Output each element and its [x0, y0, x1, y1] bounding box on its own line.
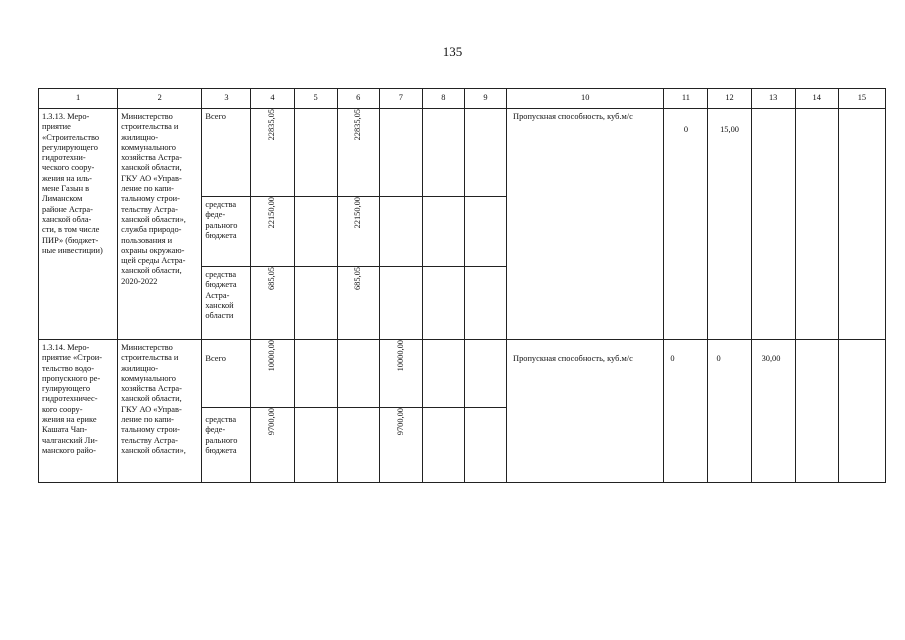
text-line: ханской области,	[121, 163, 182, 173]
value-cell	[337, 267, 379, 340]
target-cell	[795, 340, 838, 483]
text-line: 1.3.13. Меро-	[42, 112, 90, 121]
table-row	[39, 109, 886, 197]
text-line: хозяйства Астра-	[121, 153, 182, 163]
value-cell	[422, 197, 464, 267]
text-line: мене Газын в	[42, 184, 90, 194]
text-line: тельство водо-	[42, 363, 95, 373]
value-cell	[251, 408, 294, 483]
text-line: ГКУ АО «Управ-	[121, 173, 182, 183]
value-cell	[464, 197, 506, 267]
text-line: Министерство	[121, 343, 173, 352]
text-line: ческого соору-	[42, 163, 95, 173]
indicator-cell	[507, 340, 664, 483]
text-line: кого соору-	[42, 404, 83, 414]
budget-table	[38, 88, 886, 483]
value-cell	[464, 408, 506, 483]
value-cell	[337, 340, 379, 408]
text-line: ные инвестиции)	[42, 245, 103, 255]
col-header: 1	[39, 89, 118, 109]
target-value: 30,00	[761, 354, 781, 363]
text-line: служба природо-	[121, 225, 182, 235]
text-line: ханской области,	[121, 394, 182, 404]
col-header: 6	[337, 89, 379, 109]
indicator-cell	[507, 109, 664, 340]
col-header: 12	[708, 89, 751, 109]
source-cell	[202, 408, 251, 483]
target-cell	[664, 340, 708, 483]
executor-cell	[118, 109, 202, 340]
source-cell	[202, 340, 251, 408]
text-line: регулирующего	[42, 142, 98, 152]
value-cell	[251, 267, 294, 340]
target-value: 0	[683, 125, 689, 134]
activity-name-cell	[39, 109, 118, 340]
text-line: Министерство	[121, 112, 173, 121]
text-line: сти, в том числе	[42, 225, 100, 235]
value-text: 10000,00	[267, 340, 277, 372]
text-line: гулирующего	[42, 384, 91, 394]
value-cell	[379, 267, 422, 340]
value-text: 685,05	[353, 267, 363, 291]
activity-name	[39, 340, 117, 456]
value-cell	[464, 267, 506, 340]
value-cell	[337, 197, 379, 267]
text-line: чалганский Ли-	[42, 435, 98, 445]
text-line: манского райо-	[42, 445, 96, 455]
value-cell	[464, 340, 506, 408]
table-row	[39, 340, 886, 408]
indicator-text: Пропускная способность, куб.м/с	[513, 112, 633, 121]
value-cell	[337, 408, 379, 483]
col-header: 9	[464, 89, 506, 109]
source-label: Всего	[205, 354, 226, 363]
text-line: пользования и	[121, 235, 173, 245]
activity-name-cell	[39, 340, 118, 483]
text-line: тальному стрoи-	[121, 194, 180, 204]
executor-text	[118, 109, 201, 287]
value-cell	[422, 109, 464, 197]
col-header: 7	[379, 89, 422, 109]
text-line: 2020-2022	[121, 276, 158, 286]
text-line: Лиманском	[42, 194, 83, 204]
text-line: тельству Астра-	[121, 204, 178, 214]
target-cell	[664, 109, 708, 340]
text-line: хозяйства Астра-	[121, 384, 182, 394]
text-line: коммунального	[121, 373, 176, 383]
text-line: строительства и	[121, 353, 179, 363]
text-line: ГКУ АО «Управ-	[121, 404, 182, 414]
text-line: тельству Астра-	[121, 435, 178, 445]
text-line: тальному строи-	[121, 425, 180, 435]
col-header: 14	[795, 89, 838, 109]
col-header: 13	[751, 89, 795, 109]
source-label: Всего	[205, 112, 226, 121]
text-line: приятие «Строи-	[42, 353, 103, 363]
col-header: 3	[202, 89, 251, 109]
header-row	[39, 89, 886, 109]
col-header: 11	[664, 89, 708, 109]
target-value: 15,00	[720, 125, 739, 134]
value-cell	[294, 197, 337, 267]
text-line: ханской области,	[121, 266, 182, 276]
target-cell	[751, 340, 795, 483]
value-cell	[379, 109, 422, 197]
col-header: 4	[251, 89, 294, 109]
value-text: 9700,00	[395, 408, 405, 436]
text-line: ПИР» (бюджет-	[42, 235, 99, 245]
text-line: охраны окружаю-	[121, 245, 185, 255]
executor-text	[118, 340, 201, 456]
col-header: 2	[118, 89, 202, 109]
text-line: ханской области»,	[121, 214, 186, 224]
target-cell	[838, 340, 885, 483]
col-header: 5	[294, 89, 337, 109]
text-line: гидротехни-	[42, 153, 86, 163]
target-cell	[751, 109, 795, 340]
source-label: средства феде-рального бюджета	[205, 200, 238, 240]
value-cell	[294, 408, 337, 483]
text-line: 1.3.14. Меро-	[42, 343, 90, 352]
value-text: 22835,05	[353, 109, 363, 141]
text-line: Кашата Чап-	[42, 425, 88, 435]
source-cell	[202, 267, 251, 340]
value-cell	[379, 197, 422, 267]
activity-name	[39, 109, 117, 256]
target-value: 0	[716, 354, 721, 363]
value-cell	[251, 197, 294, 267]
text-line: жилищно-	[121, 132, 159, 142]
source-cell	[202, 109, 251, 197]
value-cell	[422, 340, 464, 408]
text-line: районе Астра-	[42, 204, 93, 214]
col-header: 10	[507, 89, 664, 109]
source-label: средства бюджета Астра-ханской области	[205, 270, 237, 321]
page-number: 135	[442, 44, 463, 59]
col-header: 15	[838, 89, 885, 109]
value-text: 9700,00	[267, 408, 277, 436]
col-header: 8	[422, 89, 464, 109]
target-cell	[838, 109, 885, 340]
value-cell	[379, 340, 422, 408]
target-cell	[708, 109, 751, 340]
value-cell	[464, 109, 506, 197]
target-value: 0	[670, 354, 675, 363]
text-line: ханской области»,	[121, 445, 186, 455]
text-line: гидротехничес-	[42, 394, 98, 404]
text-line: «Строительство	[42, 132, 100, 142]
value-cell	[379, 408, 422, 483]
value-text: 10000,00	[395, 340, 405, 372]
value-text: 22150,00	[267, 197, 277, 229]
text-line: ханской обла-	[42, 214, 92, 224]
value-cell	[294, 109, 337, 197]
target-cell	[708, 340, 751, 483]
value-text: 685,05	[267, 267, 277, 291]
value-text: 22835,05	[267, 109, 277, 141]
value-cell	[337, 109, 379, 197]
text-line: жения на ерике	[42, 415, 97, 425]
text-line: коммунального	[121, 142, 176, 152]
text-line: приятие	[42, 122, 71, 132]
value-cell	[422, 267, 464, 340]
text-line: жения на иль-	[42, 173, 92, 183]
value-cell	[251, 109, 294, 197]
executor-cell	[118, 340, 202, 483]
value-cell	[294, 340, 337, 408]
value-text: 22150,00	[353, 197, 363, 229]
source-label: средства феде-рального бюджета	[205, 415, 238, 455]
text-line: ление по капи-	[121, 184, 174, 194]
value-cell	[422, 408, 464, 483]
text-line: жилищно-	[121, 363, 159, 373]
text-line: пропускного ре-	[42, 373, 101, 383]
source-cell	[202, 197, 251, 267]
text-line: ление по капи-	[121, 415, 174, 425]
value-cell	[251, 340, 294, 408]
text-line: строительства и	[121, 122, 179, 132]
indicator-text: Пропускная способность, куб.м/с	[513, 354, 633, 363]
value-cell	[294, 267, 337, 340]
target-cell	[795, 109, 838, 340]
text-line: щей среды Астра-	[121, 256, 186, 266]
